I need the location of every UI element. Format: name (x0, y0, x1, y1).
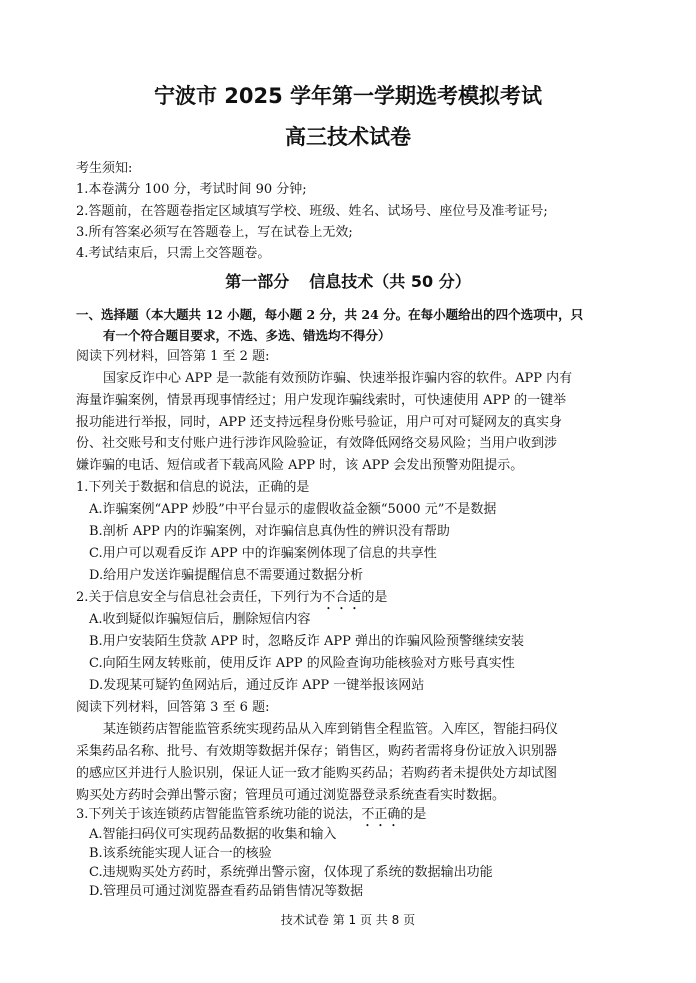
question-1-option: B.剖析 APP 内的诈骗案例，对诈骗信息真伪性的辨识没有帮助 (89, 524, 450, 539)
question-1-option: C.用户可以观看反诈 APP 中的诈骗案例体现了信息的共享性 (89, 546, 437, 561)
question-1-option: D.给用户发送诈骗提醒信息不需要通过数据分析 (89, 568, 364, 583)
part-heading (0, 270, 696, 294)
notice-item: 3.所有答案必须写在答题卷上，写在试卷上无效; (76, 225, 353, 240)
reading-line: 份、社交账号和支付账户进行涉诈风险验证，有效降低网络交易风险；当用户收到涉 (76, 436, 558, 451)
notice-item: 2.答题前，在答题卷指定区域填写学校、班级、姓名、试场号、座位号及准考证号; (76, 204, 548, 219)
question-3-option: D.管理员可通过浏览器查看药品销售情况等数据 (89, 884, 364, 899)
question-2-option: B.用户安装陌生贷款 APP 时，忽略反诈 APP 弹出的诈骗风险预警继续安装 (89, 634, 524, 649)
reading-line: 某连锁药店智能监管系统实现药品从入库到销售全程监管。入库区，智能扫码仪 (103, 722, 559, 737)
question-2-stem-after: 的是 (361, 590, 388, 605)
part-name: 信息技术（共 50 分） (309, 272, 471, 291)
section-heading-prefix: 一、选择题 (76, 307, 139, 322)
reading-line: 国家反诈中心 APP 是一款能有效预防诈骗、快速举报诈骗内容的软件。APP 内有 (103, 371, 573, 386)
reading-line: 嫌诈骗的电话、短信或者下载高风险 APP 时，该 APP 会发出预警劝阻提示。 (76, 458, 524, 473)
question-2-option: D.发现某可疑钓鱼网站后，通过反诈 APP 一键举报该网站 (89, 678, 425, 693)
question-3-stem-before: 3.下列关于该连锁药店智能监管系统功能的说法， (76, 807, 362, 822)
reading-line: 采集药品名称、批号、有效期等数据并保存；销售区，购药者需将身份证放入识别器 (76, 744, 558, 759)
question-3-option: C.违规购买处方药时，系统弹出警示窗，仅体现了系统的数据输出功能 (89, 865, 493, 880)
page-footer: 技术试卷 第 1 页 共 8 页 (280, 913, 416, 927)
part-label: 第一部分 (225, 272, 290, 291)
question-1-option: A.诈骗案例“APP 炒股”中平台显示的虚假收益金额“5000 元”不是数据 (89, 502, 497, 517)
question-2-stem (76, 589, 387, 613)
question-2-option: A.收到疑似诈骗短信后，删除短信内容 (89, 612, 311, 627)
section-heading (76, 306, 583, 324)
reading-line: 购买处方药时会弹出警示窗；管理员可通过浏览器登录系统查看实时数据。 (76, 788, 506, 803)
reading-line: 海量诈骗案例，情景再现事情经过；用户发现诈骗线索时，可快速使用 APP 的一键举 (76, 393, 567, 408)
notice-item: 1.本卷满分 100 分，考试时间 90 分钟; (76, 182, 307, 197)
question-3-stem-after: 的是 (400, 807, 427, 822)
reading-intro: 阅读下列材料，回答第 3 至 6 题: (76, 700, 270, 715)
section-heading-rest: （本大题共 12 小题，每小题 2 分，共 24 分。在每小题给出的四个选项中，只 (138, 307, 584, 322)
question-2-stem-emphasis: 不合适 (322, 590, 362, 605)
question-3-stem-emphasis: 不正确 (361, 807, 401, 822)
exam-subtitle: 高三技术试卷 (285, 125, 411, 149)
question-1-stem: 1.下列关于数据和信息的说法，正确的是 (76, 480, 310, 495)
question-3-option: A.智能扫码仪可实现药品数据的收集和输入 (89, 827, 337, 842)
notice-heading: 考生须知: (76, 161, 133, 176)
reading-line: 报功能进行举报，同时，APP 还支持远程身份账号验证，用户可对可疑网友的真实身 (76, 415, 563, 430)
question-2-option: C.向陌生网友转账前，使用反诈 APP 的风险查询功能核验对方账号真实性 (89, 656, 515, 671)
question-3-option: B.该系统能实现人证合一的核验 (89, 846, 272, 861)
section-heading-line2: 有一个符合题目要求，不选、多选、错选均不得分） (103, 328, 391, 343)
reading-intro: 阅读下列材料，回答第 1 至 2 题: (76, 349, 270, 364)
notice-item: 4.考试结束后，只需上交答题卷。 (76, 246, 271, 261)
exam-title: 宁波市 2025 学年第一学期选考模拟考试 (153, 84, 543, 108)
question-2-stem-before: 2.关于信息安全与信息社会责任，下列行为 (76, 590, 323, 605)
reading-line: 的感应区并进行人脸识别，保证人证一致才能购买药品；若购药者未提供处方却试图 (76, 766, 558, 781)
